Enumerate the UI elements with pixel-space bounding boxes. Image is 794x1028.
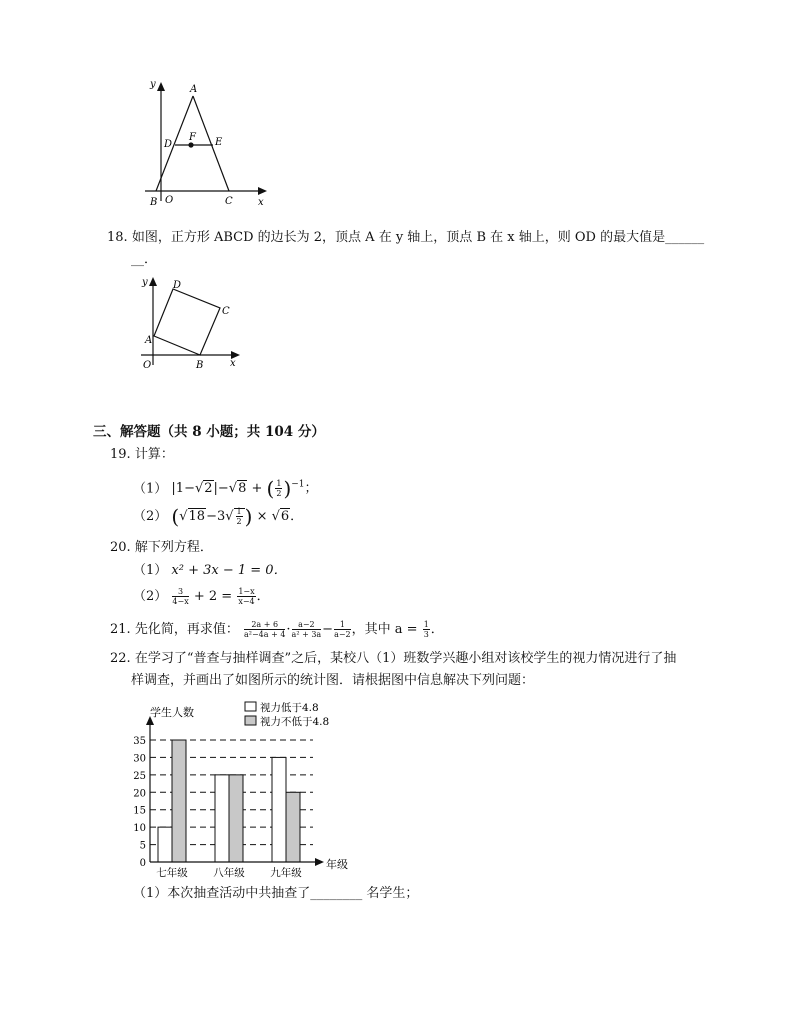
- label-y: y: [150, 79, 156, 90]
- section-title: 三、解答题（共 8 小题；共 104 分）: [93, 424, 325, 440]
- q19-part1: [133, 476, 318, 501]
- square-label-B: B: [196, 360, 204, 371]
- q18-line2: __．: [131, 252, 158, 267]
- y-tick-label: 25: [133, 770, 146, 782]
- bar: [172, 740, 186, 862]
- q22-sub1: （1）本次抽查活动中共抽查了________ 名学生；: [133, 886, 419, 901]
- label-B: B: [150, 197, 158, 208]
- bar: [272, 757, 286, 862]
- square-label-O: O: [143, 360, 152, 371]
- figure-triangle: [140, 75, 275, 210]
- q19-part1-expr: |1−√2|−√8 + ( $\frac{1}{2}$ )$^{-1}$；: [171, 476, 318, 501]
- y-tick-label: 5: [139, 840, 146, 852]
- x-tick-label: 七年级: [156, 867, 188, 879]
- q21-tail: ，其中 a =: [351, 622, 418, 637]
- bar: [215, 775, 229, 862]
- figure-square: [138, 272, 248, 372]
- q18-text: 如图，正方形 ABCD 的边长为 2，顶点 A 在 y 轴上，顶点 B 在 x 轴上，则 OD 的最大值是______: [131, 230, 705, 245]
- q18-number: 18.: [107, 230, 128, 245]
- q22-line1: [110, 650, 676, 668]
- bar: [229, 775, 243, 862]
- chart-xlabel: 年级: [326, 858, 348, 871]
- x-tick-label: 九年级: [270, 867, 302, 879]
- square-label-D: D: [173, 280, 182, 291]
- q21-expr: $\frac{2a + 6}{\text{a²−4a + 4}}$ · $\frac{a-2}{\text{a² + 3a}}$ − $\frac{1}{a-2}$: [243, 620, 351, 639]
- q20-part1-label: （1）: [133, 563, 168, 578]
- legend-swatch: [245, 716, 256, 725]
- q19-part2: [133, 504, 304, 529]
- q20-part2-label: （2）: [133, 589, 168, 604]
- chart-ylabel: 学生人数: [150, 706, 194, 719]
- label-O: O: [165, 195, 174, 206]
- q21-line: [110, 620, 444, 639]
- bar-chart: [128, 700, 368, 882]
- q19-line: [110, 446, 174, 464]
- q20-part2-expr: $\frac{3}{4-x}$ + 2 = $\frac{1-x}{x-4}$ ．: [172, 587, 270, 606]
- chart-legend: [245, 701, 329, 728]
- bar: [286, 792, 300, 862]
- q20-stem: 解下列方程．: [134, 540, 213, 555]
- label-F: F: [189, 132, 196, 143]
- label-A: A: [190, 84, 198, 95]
- square-label-A: A: [145, 335, 153, 346]
- x-axis-arrow: [315, 858, 324, 866]
- q19-number: 19.: [110, 447, 131, 462]
- q18-line1: [107, 229, 704, 247]
- label-C: C: [225, 196, 233, 207]
- y-tick-label: 35: [133, 736, 146, 747]
- label-E: E: [215, 137, 223, 148]
- q20-part1: [133, 562, 287, 580]
- legend-label: 视力不低于4.8: [260, 716, 330, 728]
- q22-line2: 样调查，并画出了如图所示的统计图．请根据图中信息解决下列问题：: [131, 673, 535, 688]
- q20-number: 20.: [110, 540, 131, 555]
- q21-period: ．: [430, 622, 444, 637]
- label-D: D: [164, 139, 173, 150]
- q21-number: 21.: [110, 622, 131, 637]
- y-tick-label: 15: [133, 805, 146, 817]
- legend-swatch: [245, 702, 256, 711]
- label-x: x: [258, 197, 264, 208]
- bar: [158, 827, 172, 862]
- q22-text1: 在学习了“普查与抽样调查”之后，某校八（1）班数学兴趣小组对该校学生的视力情况进行了抽: [134, 651, 677, 666]
- x-tick-label: 八年级: [213, 867, 245, 879]
- y-tick-label: 10: [133, 823, 146, 835]
- legend-label: 视力低于4.8: [260, 702, 319, 714]
- square-label-C: C: [222, 306, 230, 317]
- y-tick-label: 20: [133, 788, 146, 800]
- q20-line: [110, 539, 213, 557]
- y-tick-label: 0: [139, 858, 146, 869]
- q21-stem: 先化简，再求值：: [134, 622, 239, 637]
- q20-part1-eq: x² + 3x − 1 = 0．: [171, 563, 287, 578]
- q19-part2-expr: (√18−3√ $\frac{1}{2}$ ) × √6．: [171, 504, 304, 529]
- q22-number: 22.: [110, 651, 131, 666]
- q19-stem: 计算：: [134, 447, 174, 462]
- q20-part2: [133, 587, 270, 606]
- q21-value: $\frac{1}{3}$: [423, 620, 429, 639]
- q19-part2-label: （2）: [133, 509, 168, 524]
- chart-bars: [156, 740, 302, 879]
- q19-part1-label: （1）: [133, 481, 168, 497]
- square-label-y: y: [142, 277, 148, 288]
- square-label-x: x: [230, 358, 236, 369]
- y-tick-label: 30: [133, 753, 146, 765]
